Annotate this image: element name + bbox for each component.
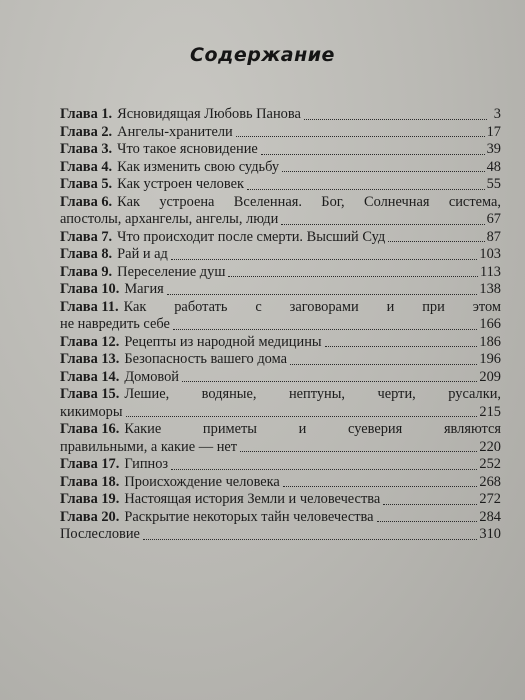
page-number: 284 [479,508,501,525]
chapter-title: Как устроен человек [117,176,244,192]
toc-line [60,106,501,124]
chapter-label: Глава 17. [60,456,120,472]
chapter-label: Глава 2. [60,123,113,140]
toc-entry [60,246,501,264]
page-number: 113 [479,263,501,280]
toc-entry [60,124,501,142]
chapter-title: Что происходит после смерти. Высший Суд [117,228,386,245]
chapter-label: Глава 11. [60,298,119,315]
dot-leader [383,503,477,505]
toc-line [60,351,501,369]
page-number: 3 [493,106,501,122]
toc-line [60,386,501,404]
toc-entry [60,159,501,177]
toc-line [60,176,501,194]
toc-entry [60,281,501,299]
chapter-title: Гипноз [124,456,169,472]
toc-entry [60,194,501,229]
dot-leader [282,170,485,172]
dot-leader [247,188,485,190]
chapter-label: Глава 10. [60,281,120,297]
dot-leader [304,118,487,120]
page-number: 310 [479,526,501,542]
page-number: 48 [486,158,501,175]
toc-entry [60,421,501,456]
chapter-title: кикиморы [60,403,123,420]
chapter-label: Глава 7. [60,228,113,245]
toc-line [60,281,501,299]
chapter-title: Какие приметы и суеверия являются [124,421,501,437]
dot-leader [236,135,485,137]
chapter-title: Послесловие [60,526,140,542]
chapter-title: правильными, а какие — нет [60,438,238,455]
toc-entry [60,334,501,352]
page-title: Содержание [190,44,335,66]
chapter-label: Глава 8. [60,246,113,262]
dot-leader [171,258,478,260]
chapter-label: Глава 19. [60,491,120,507]
dot-leader [281,223,484,225]
chapter-title: Лешие, водяные, нептуны, черти, русалки, [124,386,501,402]
dot-leader [182,380,477,382]
chapter-label: Глава 6. [60,193,113,210]
dot-leader [261,153,485,155]
page-number: 87 [486,228,501,245]
dot-leader [171,468,477,470]
toc-line [60,439,501,457]
chapter-title: не навредить себе [60,316,170,332]
chapter-label: Глава 18. [60,473,120,490]
toc-entry [60,456,501,474]
toc-line [60,526,501,544]
toc-entry [60,299,501,334]
page-number: 268 [479,473,501,490]
toc-line [60,491,501,509]
dot-leader [228,275,478,277]
page-number: 272 [479,491,501,507]
page-number: 252 [479,456,501,472]
toc-line [60,474,501,492]
chapter-label: Глава 20. [60,508,120,525]
page-number: 67 [486,211,501,227]
toc-line [60,404,501,422]
chapter-title: Ясновидящая Любовь Панова [117,106,301,122]
toc-line [60,334,501,352]
page-number: 17 [486,123,501,140]
dot-leader [377,520,478,522]
toc-entry [60,229,501,247]
toc-line [60,421,501,439]
toc-entry [60,491,501,509]
page-number: 103 [479,246,501,262]
page-number: 215 [479,403,501,420]
toc-line [60,316,501,334]
dot-leader [388,240,484,242]
toc-line [60,124,501,142]
chapter-title: Что такое ясновидение [117,141,258,157]
chapter-label: Глава 3. [60,141,113,157]
page-number: 186 [479,333,501,350]
dot-leader [173,328,478,330]
chapter-title: Безопасность вашего дома [124,351,287,367]
dot-leader [283,485,478,487]
dot-leader [290,363,477,365]
toc-line [60,141,501,159]
toc-entry [60,106,501,124]
toc-line [60,509,501,527]
chapter-label: Глава 16. [60,421,120,437]
chapter-label: Глава 5. [60,176,113,192]
toc-line [60,299,501,317]
chapter-title: Раскрытие некоторых тайн человечества [124,508,374,525]
toc-entry [60,351,501,369]
toc-line [60,246,501,264]
toc-entry [60,176,501,194]
toc-line [60,159,501,177]
chapter-title: Ангелы-хранители [117,123,233,140]
dot-leader [126,415,478,417]
toc-entry [60,509,501,527]
page-number: 196 [479,351,501,367]
chapter-title: Рай и ад [117,246,168,262]
chapter-title: Домовой [124,368,179,385]
chapter-title: Происхождение человека [124,473,280,490]
chapter-label: Глава 4. [60,158,113,175]
chapter-title: Рецепты из народной медицины [124,333,322,350]
page-number: 209 [479,368,501,385]
chapter-label: Глава 1. [60,106,113,122]
chapter-label: Глава 9. [60,263,113,280]
dot-leader [240,450,477,452]
toc-line [60,229,501,247]
page-number: 166 [479,316,501,332]
toc-line [60,369,501,387]
chapter-label: Глава 14. [60,368,120,385]
page-number: 138 [479,281,501,297]
toc-entry [60,141,501,159]
page-number: 39 [486,141,501,157]
page-number: 220 [479,438,501,455]
toc-line [60,211,501,229]
chapter-label: Глава 15. [60,386,120,402]
toc-entry [60,526,501,544]
dot-leader [325,345,478,347]
page-number: 55 [486,176,501,192]
toc-line [60,194,501,212]
toc-entry [60,386,501,421]
toc-entry [60,369,501,387]
toc-line [60,456,501,474]
chapter-title: Как изменить свою судьбу [117,158,280,175]
dot-leader [167,293,478,295]
toc-entry [60,264,501,282]
table-of-contents [60,106,501,544]
dot-leader [143,538,477,540]
chapter-title: Настоящая история Земли и человечества [124,491,381,507]
chapter-title: Как устроена Вселенная. Бог, Солнечная система, [117,193,501,210]
chapter-label: Глава 13. [60,351,120,367]
toc-line [60,264,501,282]
chapter-title: апостолы, архангелы, ангелы, люди [60,211,279,227]
chapter-title: Переселение душ [117,263,226,280]
chapter-title: Магия [124,281,164,297]
toc-entry [60,474,501,492]
chapter-title: Как работать с заговорами и при этом [123,298,501,315]
chapter-label: Глава 12. [60,333,120,350]
